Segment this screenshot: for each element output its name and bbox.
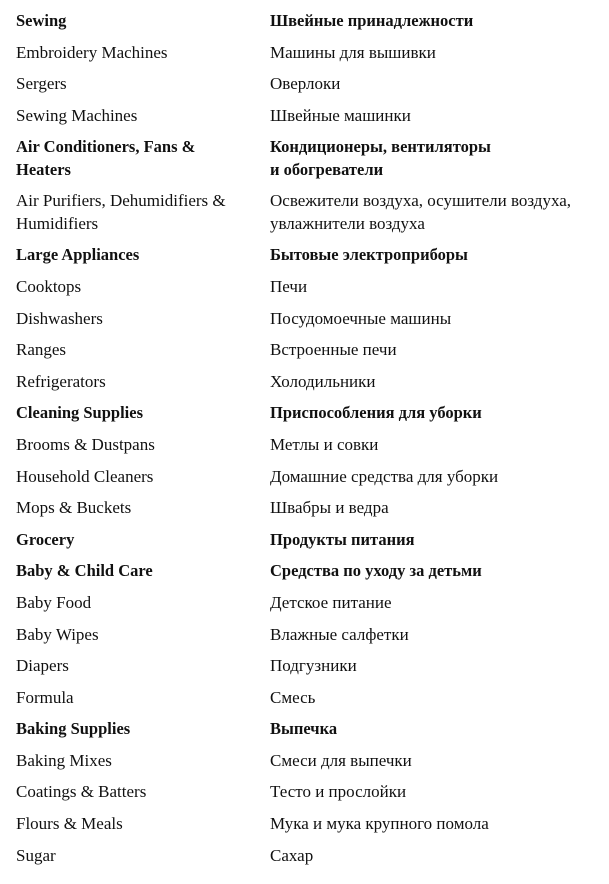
category-heading-russian: Средства по уходу за детьми <box>270 561 482 581</box>
term-row-refrigerators <box>0 370 609 402</box>
category-heading-english: Baby & Child Care <box>16 561 153 581</box>
term-russian: Швабры и ведра <box>270 498 389 518</box>
term-row-cooktops <box>0 275 609 307</box>
term-row-brooms-dustpans <box>0 433 609 465</box>
term-russian: Смеси для выпечки <box>270 750 412 770</box>
term-row-sergers <box>0 72 609 104</box>
term-russian: Домашние средства для уборки <box>270 466 499 486</box>
term-english: Coatings & Batters <box>16 782 147 802</box>
term-english: Brooms & Dustpans <box>16 434 155 454</box>
term-russian: Посудомоечные машины <box>270 308 452 328</box>
term-row-baking-mixes <box>0 749 609 781</box>
category-heading-english: Cleaning Supplies <box>16 403 144 423</box>
term-russian: Сахар <box>270 845 314 865</box>
category-heading-russian: Кондиционеры, вентиляторы и обогреватели <box>270 137 491 180</box>
term-russian: Подгузники <box>270 656 357 676</box>
term-english: Flours & Meals <box>16 814 123 834</box>
term-row-baby-food <box>0 591 609 623</box>
term-english: Sergers <box>16 74 67 94</box>
term-row-formula <box>0 686 609 718</box>
term-english: Sugar <box>16 845 56 865</box>
term-russian: Машины для вышивки <box>270 42 436 62</box>
category-heading-russian: Швейные принадлежности <box>270 11 474 30</box>
term-english: Sewing Machines <box>16 105 138 125</box>
term-english: Baking Mixes <box>16 750 112 770</box>
category-heading-row-cleaning-supplies <box>0 401 609 433</box>
category-heading-row-baby-child-care <box>0 559 609 591</box>
category-heading-russian: Продукты питания <box>270 529 415 549</box>
term-english: Baby Food <box>16 592 92 612</box>
term-english: Refrigerators <box>16 371 106 391</box>
term-row-sugar <box>0 844 609 876</box>
term-russian: Встроенные печи <box>270 340 397 360</box>
category-heading-row-baking-supplies <box>0 717 609 749</box>
term-russian: Холодильники <box>270 371 376 391</box>
term-russian: Печи <box>270 276 308 296</box>
category-heading-row-air-conditioners-fans-heaters <box>0 135 609 189</box>
term-russian: Смесь <box>270 687 316 707</box>
term-english: Ranges <box>16 340 67 360</box>
term-english: Air Purifiers, Dehumidifiers & Humidifiers <box>16 191 226 234</box>
term-russian: Освежители воздуха, осушители воздуха, увлажнители воздуха <box>270 191 572 234</box>
term-row-dishwashers <box>0 307 609 339</box>
term-row-coatings-batters <box>0 780 609 812</box>
category-heading-russian: Приспособления для уборки <box>270 403 482 423</box>
term-russian: Мука и мука крупного помола <box>270 814 489 834</box>
term-russian: Влажные салфетки <box>270 624 409 644</box>
category-heading-row-grocery <box>0 528 609 560</box>
term-row-air-purifiers-dehumidifiers-humidifiers <box>0 189 609 243</box>
term-english: Embroidery Machines <box>16 42 168 62</box>
term-english: Household Cleaners <box>16 466 154 486</box>
term-row-mops-buckets <box>0 496 609 528</box>
term-row-sewing-machines <box>0 104 609 136</box>
term-russian: Тесто и прослойки <box>270 782 407 802</box>
category-heading-english: Grocery <box>16 529 75 549</box>
term-russian: Швейные машинки <box>270 105 411 125</box>
term-row-flours-meals <box>0 812 609 844</box>
category-heading-russian: Бытовые электроприборы <box>270 245 468 265</box>
term-row-baby-wipes <box>0 623 609 655</box>
term-row-embroidery-machines <box>0 41 609 73</box>
term-row-household-cleaners <box>0 465 609 497</box>
term-english: Mops & Buckets <box>16 498 132 518</box>
term-english: Diapers <box>16 656 69 676</box>
category-heading-row-large-appliances <box>0 243 609 275</box>
term-russian: Оверлоки <box>270 74 341 94</box>
category-heading-row-sewing <box>0 9 609 41</box>
term-russian: Метлы и совки <box>270 434 379 454</box>
category-heading-english: Large Appliances <box>16 245 140 265</box>
term-row-diapers <box>0 654 609 686</box>
category-heading-english: Air Conditioners, Fans & Heaters <box>16 137 196 180</box>
term-english: Cooktops <box>16 276 82 296</box>
category-heading-russian: Выпечка <box>270 719 338 739</box>
term-row-ranges <box>0 338 609 370</box>
category-heading-english: Baking Supplies <box>16 719 131 739</box>
term-english: Formula <box>16 687 74 707</box>
term-english: Dishwashers <box>16 308 103 328</box>
term-russian: Детское питание <box>270 592 392 612</box>
term-english: Baby Wipes <box>16 624 99 644</box>
category-heading-english: Sewing <box>16 11 67 30</box>
